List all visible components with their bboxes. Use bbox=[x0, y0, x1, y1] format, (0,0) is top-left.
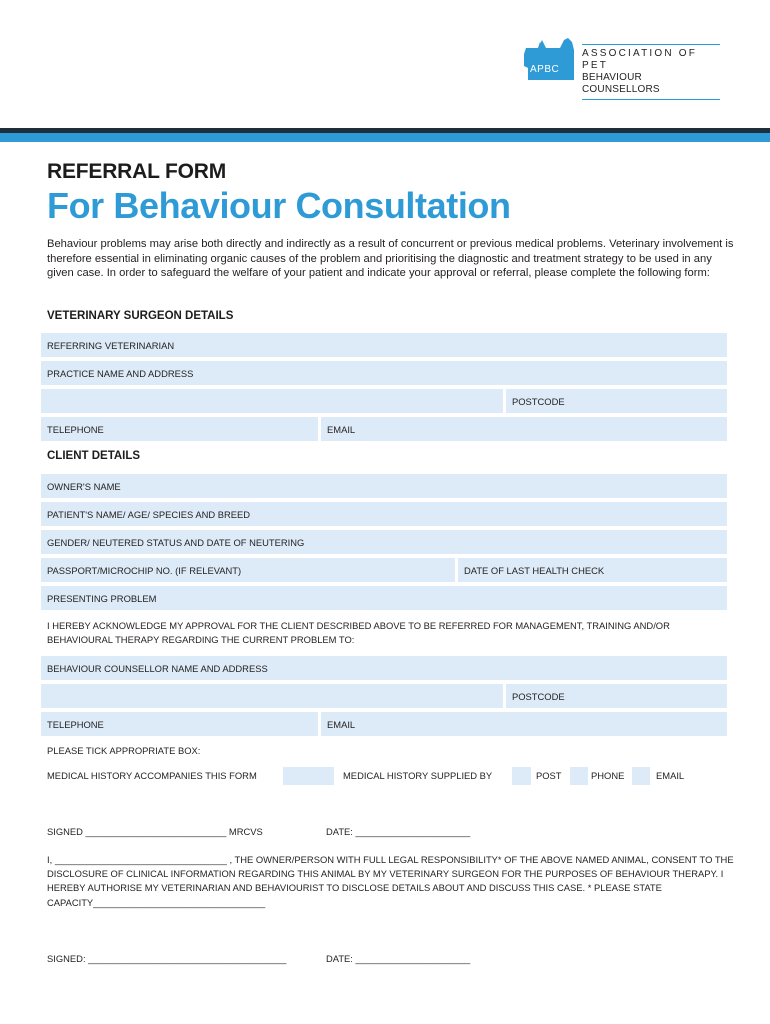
patient-row bbox=[41, 502, 727, 526]
tick-instruction: PLEASE TICK APPROPRIATE BOX: bbox=[47, 745, 201, 756]
passport-microchip-field[interactable]: PASSPORT/MICROCHIP NO. (IF RELEVANT) bbox=[41, 558, 455, 582]
dog-silhouette-logo-icon bbox=[524, 36, 576, 82]
logo-abbreviation: APBC bbox=[530, 64, 560, 75]
supplied-post-checkbox[interactable] bbox=[512, 767, 531, 785]
vet-postcode-row bbox=[41, 389, 727, 413]
history-supplied-label: MEDICAL HISTORY SUPPLIED BY bbox=[343, 770, 493, 781]
vet-email-field[interactable]: EMAIL bbox=[321, 417, 727, 441]
supplied-email-checkbox[interactable] bbox=[632, 767, 650, 785]
referral-acknowledgement-text: I HEREBY ACKNOWLEDGE MY APPROVAL FOR THE CLIENT DESCRIBED ABOVE TO BE REFERRED FOR MANAGEMENT, TRAINING AND/OR BEHAVIOURAL THERAPY REGARDING THE CURRENT PROBLEM TO: bbox=[47, 620, 670, 646]
practice-address-continued-field[interactable] bbox=[41, 389, 503, 413]
form-subtitle: For Behaviour Consultation bbox=[47, 185, 511, 226]
referring-vet-row bbox=[41, 333, 727, 357]
logo-line-1: ASSOCIATION OF PET bbox=[582, 48, 698, 71]
apbc-logo bbox=[524, 36, 724, 95]
client-section-heading: CLIENT DETAILS bbox=[47, 450, 141, 462]
vet-telephone-field[interactable]: TELEPHONE bbox=[41, 417, 318, 441]
logo-wordmark bbox=[582, 44, 720, 100]
health-check-date-field[interactable]: DATE OF LAST HEALTH CHECK bbox=[458, 558, 727, 582]
practice-address-field[interactable]: PRACTICE NAME AND ADDRESS bbox=[41, 361, 727, 385]
counsellor-address-continued-field[interactable] bbox=[41, 684, 503, 708]
vet-contact-row bbox=[41, 417, 727, 441]
history-accompanies-checkbox[interactable] bbox=[283, 767, 334, 785]
gender-row bbox=[41, 530, 727, 554]
owner-date-line[interactable]: DATE: ______________________ bbox=[326, 953, 471, 964]
patient-details-field[interactable]: PATIENT'S NAME/ AGE/ SPECIES AND BREED bbox=[41, 502, 727, 526]
counsellor-contact-row bbox=[41, 712, 727, 736]
counsellor-name-address-field[interactable]: BEHAVIOUR COUNSELLOR NAME AND ADDRESS bbox=[41, 656, 727, 680]
history-accompanies-label: MEDICAL HISTORY ACCOMPANIES THIS FORM bbox=[47, 770, 257, 781]
vet-signature-line[interactable]: SIGNED ___________________________ MRCVS bbox=[47, 826, 263, 837]
form-title: REFERRAL FORM bbox=[47, 160, 227, 183]
vet-section-heading: VETERINARY SURGEON DETAILS bbox=[47, 310, 234, 322]
counsellor-telephone-field[interactable]: TELEPHONE bbox=[41, 712, 318, 736]
post-option-label: POST bbox=[536, 770, 562, 781]
vet-date-line[interactable]: DATE: ______________________ bbox=[326, 826, 471, 837]
counsellor-postcode-field[interactable]: POSTCODE bbox=[506, 684, 727, 708]
owner-signature-line[interactable]: SIGNED: ______________________________________ bbox=[47, 953, 287, 964]
counsellor-postcode-row bbox=[41, 684, 727, 708]
counsellor-row bbox=[41, 656, 727, 680]
logo-line-2: BEHAVIOUR COUNSELLORS bbox=[582, 72, 660, 95]
passport-row bbox=[41, 558, 727, 582]
phone-option-label: PHONE bbox=[591, 770, 625, 781]
owner-row bbox=[41, 474, 727, 498]
counsellor-email-field[interactable]: EMAIL bbox=[321, 712, 727, 736]
practice-row bbox=[41, 361, 727, 385]
presenting-problem-field[interactable]: PRESENTING PROBLEM bbox=[41, 586, 727, 610]
vet-postcode-field[interactable]: POSTCODE bbox=[506, 389, 727, 413]
email-option-label: EMAIL bbox=[656, 770, 685, 781]
intro-paragraph: Behaviour problems may arise both directly and indirectly as a result of concurrent or previous medical problems. Veterinary involvement is therefore essential in eliminating organic causes of the problem and prioritising the diagnostic and treatment strategy to be used in any given case. In order to safeguard the welfare of your patient and indicate your approval or referral, please complete the following form: bbox=[47, 238, 734, 279]
gender-neutered-field[interactable]: GENDER/ NEUTERED STATUS AND DATE OF NEUTERING bbox=[41, 530, 727, 554]
referring-vet-field[interactable]: REFERRING VETERINARIAN bbox=[41, 333, 727, 357]
header-stripe-blue bbox=[0, 133, 770, 142]
owner-name-field[interactable]: OWNER'S NAME bbox=[41, 474, 727, 498]
presenting-row bbox=[41, 586, 727, 610]
owner-consent-text: I, _________________________________ , THE OWNER/PERSON WITH FULL LEGAL RESPONSIBILITY* OF THE ABOVE NAMED ANIMAL, CONSENT TO THE DISCLOSURE OF CLINICAL INFORMATION REGARDING THIS ANIMAL BY MY VETERINARY SURGEON FOR THE PURPOSES OF BEHAVIOUR THERAPY. I HEREBY AUTHORISE MY VETERINARIAN AND BEHAVIOURIST TO DISCLOSE DETAILS ABOUT AND DISCUSS THIS CASE. * PLEASE STATE CAPACITY_________________________________ bbox=[47, 854, 734, 908]
supplied-phone-checkbox[interactable] bbox=[570, 767, 588, 785]
